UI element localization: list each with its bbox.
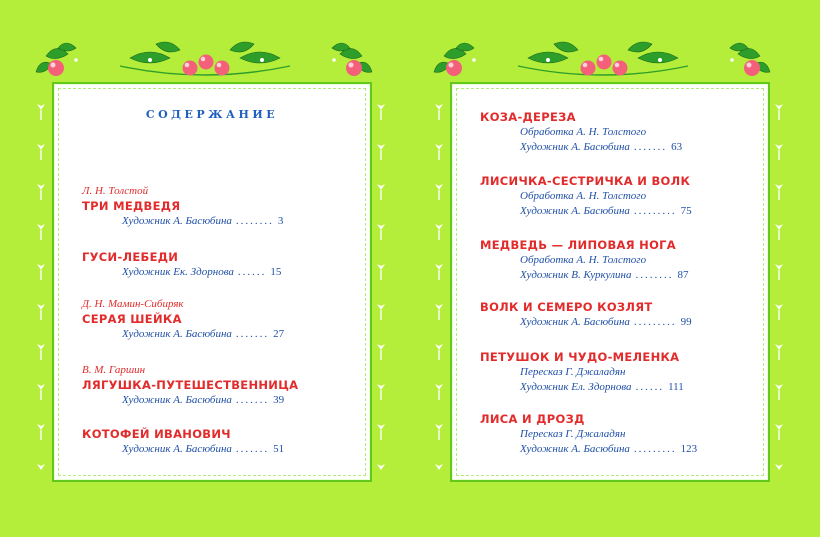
entry-illustrator-line	[82, 214, 344, 229]
entry-title: СЕРАЯ ШЕЙКА	[82, 312, 182, 326]
tulip-border-icon	[372, 100, 390, 480]
toc-entry[interactable]	[82, 363, 344, 408]
entry-title: КОТОФЕЙ ИВАНОВИЧ	[82, 427, 231, 441]
entry-illustrator: Художник Ек. Здорнова	[122, 266, 234, 278]
entry-title: ПЕТУШОК И ЧУДО-МЕЛЕНКА	[480, 350, 680, 364]
entry-credit: Пересказ Г. Джаладян	[520, 366, 626, 378]
dot-leader: .........	[633, 205, 677, 217]
entry-credit: Обработка А. Н. Толстого	[520, 126, 647, 138]
entry-illustrator: Художник А. Басюбина	[122, 443, 232, 455]
entry-title: МЕДВЕДЬ — ЛИПОВАЯ НОГА	[480, 238, 677, 252]
entry-author: Л. Н. Толстой	[82, 185, 149, 197]
entry-credit: Пересказ Г. Джаладян	[520, 428, 626, 440]
entry-illustrator: Художник А. Басюбина	[122, 215, 232, 227]
entry-page-number: 3	[277, 215, 284, 227]
entry-title: ЛИСА И ДРОЗД	[480, 412, 585, 426]
dot-leader: ........	[635, 269, 674, 281]
entry-title: ЛИСИЧКА-СЕСТРИЧКА И ВОЛК	[480, 174, 691, 188]
toc-entry[interactable]	[82, 297, 344, 342]
entry-illustrator-line	[480, 442, 742, 457]
toc-entry[interactable]	[480, 110, 742, 155]
tulip-border-icon	[32, 100, 50, 480]
toc-entry[interactable]	[480, 350, 742, 395]
entry-title: ГУСИ-ЛЕБЕДИ	[82, 250, 179, 264]
toc-page-left	[52, 82, 372, 482]
entry-page-number: 75	[680, 205, 692, 217]
entry-illustrator: Художник А. Басюбина	[122, 328, 232, 340]
toc-entry[interactable]	[82, 427, 344, 457]
entry-illustrator-line	[480, 140, 742, 155]
entry-title: ВОЛК И СЕМЕРО КОЗЛЯТ	[480, 300, 653, 314]
dot-leader: .........	[633, 316, 677, 328]
entry-page-number: 39	[273, 394, 285, 406]
entry-author: Д. Н. Мамин-Сибиряк	[82, 298, 184, 310]
dot-leader: .........	[633, 443, 677, 455]
toc-entry[interactable]	[480, 412, 742, 457]
entry-title: ТРИ МЕДВЕДЯ	[82, 199, 181, 213]
toc-entry[interactable]	[480, 174, 742, 219]
toc-entry[interactable]	[82, 184, 344, 229]
entry-credit: Обработка А. Н. Толстого	[520, 190, 647, 202]
entry-illustrator: Художник Ел. Здорнова	[520, 381, 632, 393]
entry-page-number: 27	[273, 328, 285, 340]
entry-illustrator: Художник А. Басюбина	[520, 443, 630, 455]
toc-title: СОДЕРЖАНИЕ	[145, 108, 279, 121]
entry-page-number: 123	[680, 443, 698, 455]
entry-illustrator-line	[480, 315, 742, 330]
entry-illustrator: Художник А. Басюбина	[520, 205, 630, 217]
tulip-border-icon	[770, 100, 788, 480]
entry-page-number: 63	[671, 141, 683, 153]
dot-leader: ........	[235, 215, 274, 227]
dot-leader: .......	[235, 328, 270, 340]
dot-leader: .......	[235, 394, 270, 406]
entry-page-number: 15	[270, 266, 282, 278]
dot-leader: .......	[235, 443, 270, 455]
entry-illustrator-line	[82, 442, 344, 457]
entry-author: В. М. Гаршин	[82, 364, 146, 376]
dot-leader: ......	[635, 381, 665, 393]
dot-leader: .......	[633, 141, 668, 153]
entry-page-number: 99	[680, 316, 692, 328]
entry-illustrator: Художник А. Басюбина	[520, 316, 630, 328]
entry-illustrator: Художник В. Куркулина	[520, 269, 632, 281]
entry-page-number: 87	[677, 269, 689, 281]
entry-illustrator-line	[480, 204, 742, 219]
entry-illustrator-line	[82, 393, 344, 408]
entry-title: ЛЯГУШКА-ПУТЕШЕСТВЕННИЦА	[82, 378, 299, 392]
entry-illustrator-line	[82, 327, 344, 342]
entry-illustrator-line	[82, 265, 344, 280]
entry-illustrator: Художник А. Басюбина	[520, 141, 630, 153]
toc-entry[interactable]	[480, 300, 742, 330]
entry-illustrator-line	[480, 380, 742, 395]
entry-page-number: 51	[273, 443, 285, 455]
toc-page-right	[450, 82, 770, 482]
entry-credit: Обработка А. Н. Толстого	[520, 254, 647, 266]
entry-page-number: 111	[668, 381, 684, 393]
tulip-border-icon	[430, 100, 448, 480]
entry-title: КОЗА-ДЕРЕЗА	[480, 110, 576, 124]
dot-leader: ......	[237, 266, 267, 278]
entry-illustrator-line	[480, 268, 742, 283]
toc-entry[interactable]	[82, 250, 344, 280]
entry-illustrator: Художник А. Басюбина	[122, 394, 232, 406]
toc-entry[interactable]	[480, 238, 742, 283]
